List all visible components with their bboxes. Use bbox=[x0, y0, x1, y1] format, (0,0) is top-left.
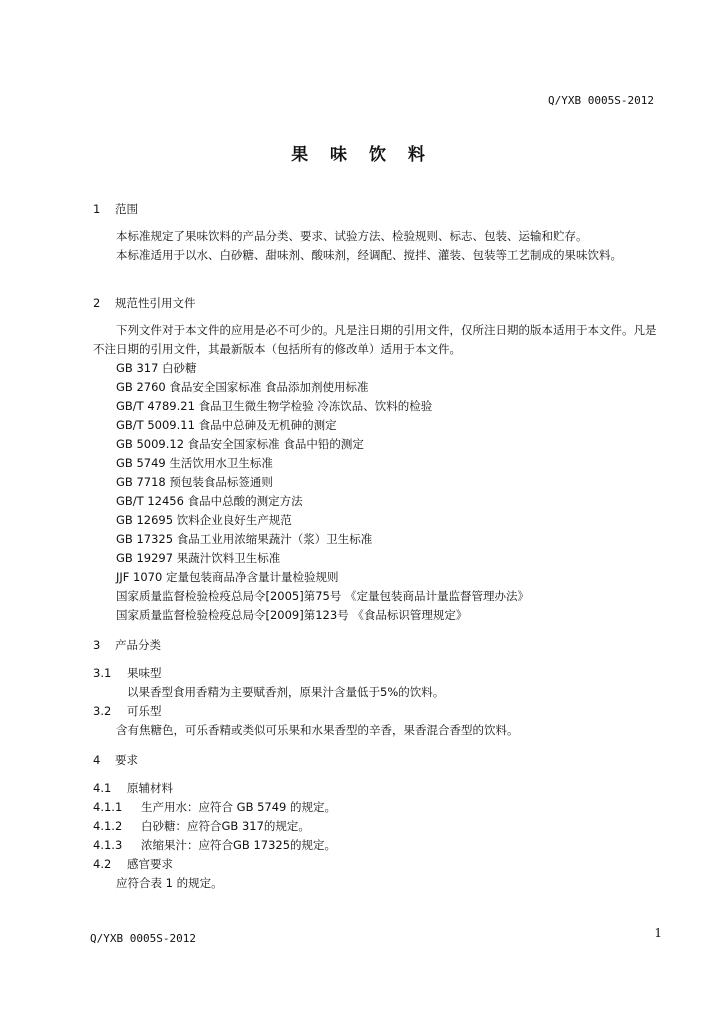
section-number: 3 bbox=[93, 638, 101, 652]
subsection-3-2-text: 含有焦糖色，可乐香精或类似可乐果和水果香型的辛香，果香混合香型的饮料。 bbox=[116, 723, 519, 737]
clause-4-1-3 bbox=[93, 837, 336, 853]
clause-number: 4.1.1 bbox=[93, 800, 123, 814]
section-title: 要求 bbox=[115, 753, 138, 767]
subsection-3-1-heading bbox=[93, 665, 162, 681]
reference-item: GB 317 白砂糖 bbox=[116, 361, 197, 375]
clause-text: 白砂糖：应符合GB 317的规定。 bbox=[141, 819, 310, 833]
subsection-number: 4.2 bbox=[93, 857, 112, 871]
section-4-heading bbox=[93, 752, 138, 768]
reference-item: JJF 1070 定量包装商品净含量计量检验规则 bbox=[116, 570, 339, 584]
reference-item: GB/T 5009.11 食品中总砷及无机砷的测定 bbox=[116, 418, 337, 432]
clause-number: 4.1.3 bbox=[93, 838, 123, 852]
section-2-intro: 下列文件对于本文件的应用是必不可少的。凡是注日期的引用文件，仅所注日期的版本适用于本文件。凡是不注日期的引用文件，其最新版本（包括所有的修改单）适用于本文件。 bbox=[93, 323, 657, 356]
section-title: 范围 bbox=[115, 202, 138, 216]
page-number: 1 bbox=[654, 926, 662, 940]
reference-item: 国家质量监督检验检疫总局令[2005]第75号 《定量包装商品计量监督管理办法》 bbox=[116, 589, 530, 603]
reference-item: GB 2760 食品安全国家标准 食品添加剂使用标准 bbox=[116, 380, 369, 394]
subsection-number: 4.1 bbox=[93, 781, 112, 795]
section-title: 产品分类 bbox=[115, 638, 161, 652]
reference-item: GB 17325 食品工业用浓缩果蔬汁（浆）卫生标准 bbox=[116, 532, 373, 546]
subsection-4-1-heading bbox=[93, 780, 173, 796]
subsection-number: 3.1 bbox=[93, 666, 112, 680]
header-doc-code: Q/YXB 0005S-2012 bbox=[548, 94, 654, 107]
subsection-4-2-text: 应符合表 1 的规定。 bbox=[116, 876, 223, 890]
document-title: 果 味 饮 料 bbox=[291, 145, 433, 165]
clause-4-1-1 bbox=[93, 799, 336, 815]
subsection-title: 可乐型 bbox=[127, 704, 162, 718]
reference-item: GB 5009.12 食品安全国家标准 食品中铅的测定 bbox=[116, 437, 364, 451]
section-2-heading bbox=[93, 295, 196, 311]
footer-doc-code: Q/YXB 0005S-2012 bbox=[90, 932, 196, 945]
reference-item: GB 19297 果蔬汁饮料卫生标准 bbox=[116, 551, 281, 565]
reference-item: GB/T 4789.21 食品卫生微生物学检验 冷冻饮品、饮料的检验 bbox=[116, 399, 433, 413]
subsection-3-2-heading bbox=[93, 703, 162, 719]
reference-item: GB 12695 饮料企业良好生产规范 bbox=[116, 513, 292, 527]
clause-number: 4.1.2 bbox=[93, 819, 123, 833]
reference-item: 国家质量监督检验检疫总局令[2009]第123号 《食品标识管理规定》 bbox=[116, 608, 468, 622]
section-number: 1 bbox=[93, 202, 101, 216]
section-1-paragraph-1: 本标准规定了果味饮料的产品分类、要求、试验方法、检验规则、标志、包装、运输和贮存。 bbox=[116, 229, 588, 243]
subsection-title: 果味型 bbox=[127, 666, 162, 680]
section-1-heading bbox=[93, 201, 138, 217]
subsection-4-2-heading bbox=[93, 856, 173, 872]
subsection-number: 3.2 bbox=[93, 704, 112, 718]
section-1-paragraph-2: 本标准适用于以水、白砂糖、甜味剂、酸味剂，经调配、搅拌、灌装、包装等工艺制成的果味饮料。 bbox=[116, 248, 622, 262]
section-title: 规范性引用文件 bbox=[115, 296, 196, 310]
section-number: 2 bbox=[93, 296, 101, 310]
reference-item: GB 7718 预包装食品标签通则 bbox=[116, 475, 273, 489]
subsection-title: 原辅材料 bbox=[127, 781, 173, 795]
reference-item: GB/T 12456 食品中总酸的测定方法 bbox=[116, 494, 303, 508]
section-number: 4 bbox=[93, 753, 101, 767]
subsection-3-1-text: 以果香型食用香精为主要赋香剂，原果汁含量低于5%的饮料。 bbox=[127, 685, 445, 699]
section-3-heading bbox=[93, 637, 161, 653]
subsection-title: 感官要求 bbox=[127, 857, 173, 871]
clause-4-1-2 bbox=[93, 818, 310, 834]
reference-item: GB 5749 生活饮用水卫生标准 bbox=[116, 456, 273, 470]
clause-text: 浓缩果汁：应符合GB 17325的规定。 bbox=[141, 838, 337, 852]
clause-text: 生产用水：应符合 GB 5749 的规定。 bbox=[141, 800, 337, 814]
